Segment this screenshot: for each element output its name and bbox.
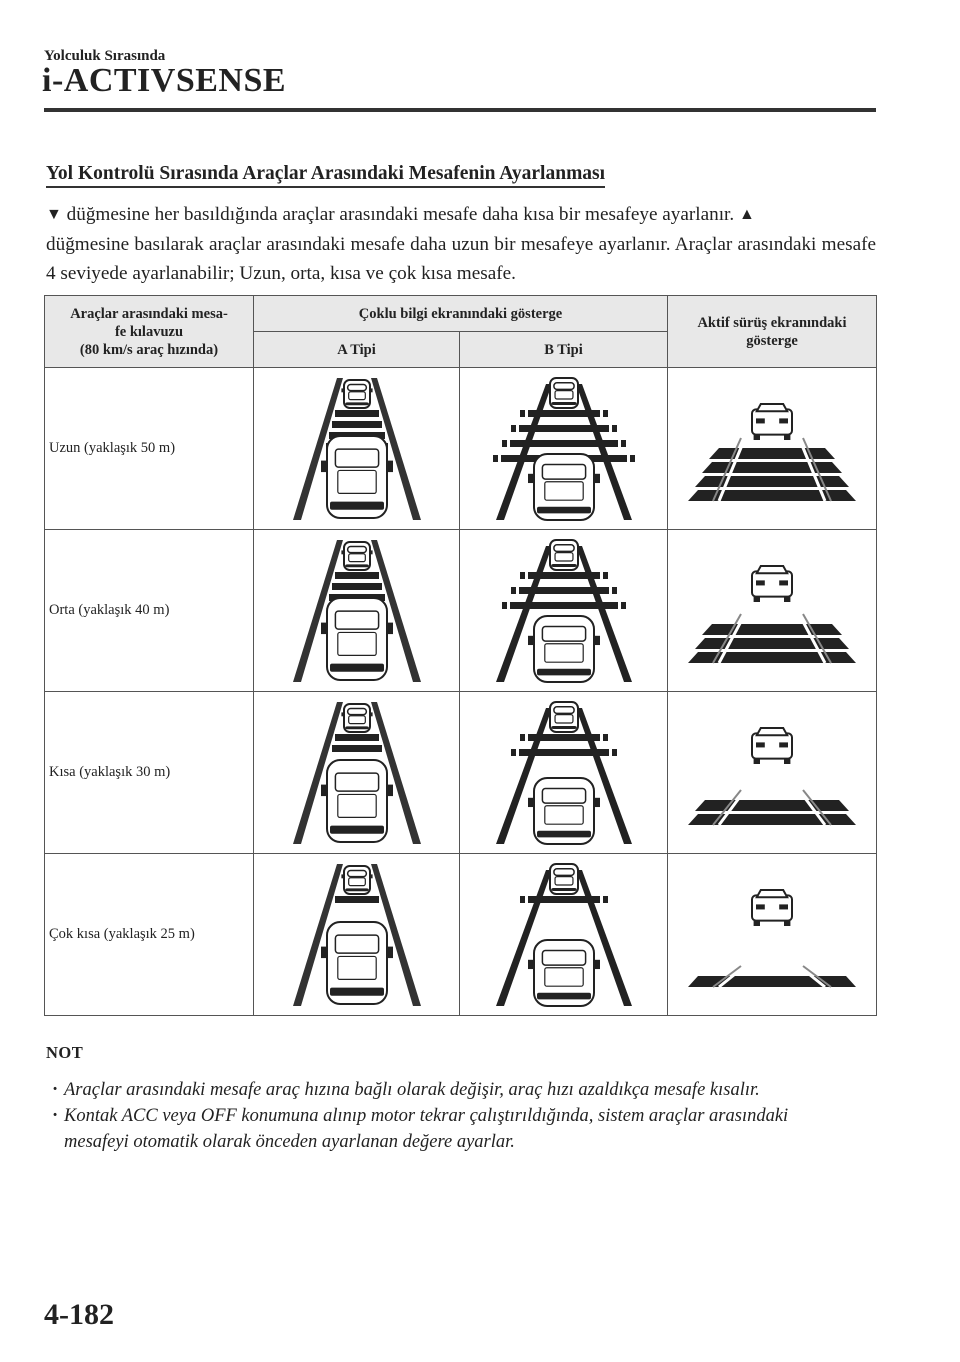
distance-bar <box>335 572 379 579</box>
own-car <box>321 598 393 680</box>
distance-bar-edge <box>612 587 617 594</box>
distance-bar <box>519 749 609 756</box>
distance-bar <box>335 896 379 903</box>
own-car <box>528 940 600 1006</box>
distance-bar-edge <box>603 572 608 579</box>
section-label: Yolculuk Sırasında <box>44 48 166 64</box>
distance-label: Orta (yaklaşık 40 m) <box>45 530 254 692</box>
intro-text-1: düğmesine her basıldığında araçlar arasındaki mesafe daha kısa bir mesafeye ayarlanır. <box>61 204 739 225</box>
active-driving-illustration <box>677 860 867 1010</box>
lead-car <box>341 866 372 894</box>
table-row <box>45 854 877 1016</box>
distance-bar-edge <box>511 587 516 594</box>
lead-car <box>752 404 792 440</box>
distance-bar <box>695 476 849 487</box>
distance-bar-edge <box>511 749 516 756</box>
lead-car <box>547 540 581 570</box>
active-driving-display <box>668 368 877 530</box>
own-car <box>528 454 600 520</box>
distance-bar-edge <box>493 455 498 462</box>
header-multi-info-display: Çoklu bilgi ekranındaki gösterge <box>254 296 668 332</box>
distance-bar-edge <box>520 572 525 579</box>
type-a-display <box>254 854 460 1016</box>
distance-bar <box>332 745 382 752</box>
header-type-b: B Tipi <box>460 332 668 368</box>
type-a-display <box>254 692 460 854</box>
distance-bar-edge <box>612 425 617 432</box>
distance-bar-edge <box>511 425 516 432</box>
distance-bar <box>335 410 379 417</box>
distance-bar <box>510 440 618 447</box>
type-b-illustration <box>474 536 654 686</box>
lead-car <box>752 566 792 602</box>
distance-bar-edge <box>502 440 507 447</box>
distance-bar-edge <box>520 734 525 741</box>
header-type-a: A Tipi <box>254 332 460 368</box>
type-b-display <box>460 692 668 854</box>
distance-bar <box>510 602 618 609</box>
lead-car <box>752 728 792 764</box>
distance-label: Çok kısa (yaklaşık 25 m) <box>45 854 254 1016</box>
distance-bar-edge <box>630 455 635 462</box>
distance-bar <box>332 421 382 428</box>
distance-bar-edge <box>520 410 525 417</box>
type-a-display <box>254 368 460 530</box>
own-car <box>321 760 393 842</box>
distance-table <box>44 295 877 1016</box>
lead-car <box>341 542 372 570</box>
active-driving-illustration <box>677 698 867 848</box>
distance-bar <box>519 587 609 594</box>
note-title: NOT <box>46 1043 84 1062</box>
active-driving-display <box>668 530 877 692</box>
own-car <box>321 436 393 518</box>
distance-bar <box>528 572 600 579</box>
up-triangle-icon: ▲ <box>738 206 755 223</box>
distance-label: Kısa (yaklaşık 30 m) <box>45 692 254 854</box>
lead-car <box>752 890 792 926</box>
active-driving-illustration <box>677 536 867 686</box>
page-number: 4-182 <box>44 1298 114 1331</box>
distance-bar-edge <box>621 440 626 447</box>
distance-bar <box>335 734 379 741</box>
type-b-illustration <box>474 698 654 848</box>
intro-paragraph <box>46 200 876 288</box>
lead-car <box>547 378 581 408</box>
lead-car <box>547 864 581 894</box>
lead-car <box>547 702 581 732</box>
chapter-title: i-ACTIVSENSE <box>42 62 287 99</box>
distance-bar <box>695 638 849 649</box>
table-row <box>45 692 877 854</box>
table-row <box>45 530 877 692</box>
type-a-illustration <box>267 698 447 848</box>
note-item: · Araçlar arasındaki mesafe araç hızına bağlı olarak değişir, araç hızı azaldıkça mesafe kısalır. <box>52 1077 852 1103</box>
distance-bar <box>519 425 609 432</box>
header-distance-guide: Araçlar arasındaki mesa- fe kılavuzu (80 km/s araç hızında) <box>45 296 254 368</box>
distance-bar <box>688 976 856 987</box>
distance-bar <box>695 800 849 811</box>
distance-bar <box>702 624 842 635</box>
down-triangle-icon: ▼ <box>46 206 62 223</box>
lead-car <box>341 380 372 408</box>
table-row <box>45 368 877 530</box>
note-list <box>52 1077 852 1155</box>
active-driving-illustration <box>677 374 867 524</box>
distance-bar <box>702 462 842 473</box>
type-a-illustration <box>267 374 447 524</box>
type-a-illustration <box>267 860 447 1010</box>
distance-bar <box>528 734 600 741</box>
own-car <box>321 922 393 1004</box>
distance-bar-edge <box>603 410 608 417</box>
distance-label: Uzun (yaklaşık 50 m) <box>45 368 254 530</box>
active-driving-display <box>668 692 877 854</box>
distance-bar-edge <box>603 896 608 903</box>
own-car <box>528 616 600 682</box>
distance-bar-edge <box>621 602 626 609</box>
type-b-illustration <box>474 860 654 1010</box>
intro-text-2: düğmesine basılarak araçlar arasındaki mesafe daha uzun bir mesafeye ayarlanır. Araçlar arasındaki mesafe 4 seviyede ayarlanabilir; Uzun, orta, kısa ve çok kısa mesafe. <box>46 234 876 284</box>
distance-bar-edge <box>612 749 617 756</box>
type-b-display <box>460 530 668 692</box>
type-b-display <box>460 368 668 530</box>
distance-bar-edge <box>520 896 525 903</box>
type-b-illustration <box>474 374 654 524</box>
own-car <box>528 778 600 844</box>
distance-bar <box>528 410 600 417</box>
type-a-display <box>254 530 460 692</box>
distance-bar-edge <box>502 602 507 609</box>
type-a-illustration <box>267 536 447 686</box>
type-b-display <box>460 854 668 1016</box>
distance-bar <box>528 896 600 903</box>
header-rule <box>44 108 876 112</box>
note-item: · Kontak ACC veya OFF konumuna alınıp motor tekrar çalıştırıldığında, sistem araçlar arasındaki mesafeyi otomatik olarak önceden ayarlanan değere ayarlar. <box>52 1103 852 1155</box>
header-active-driving-display: Aktif sürüş ekranındaki gösterge <box>668 296 877 368</box>
distance-bar-edge <box>603 734 608 741</box>
section-heading: Yol Kontrolü Sırasında Araçlar Arasındaki Mesafenin Ayarlanması <box>46 163 605 188</box>
lead-car <box>341 704 372 732</box>
distance-bar <box>332 583 382 590</box>
active-driving-display <box>668 854 877 1016</box>
distance-bar <box>709 448 835 459</box>
